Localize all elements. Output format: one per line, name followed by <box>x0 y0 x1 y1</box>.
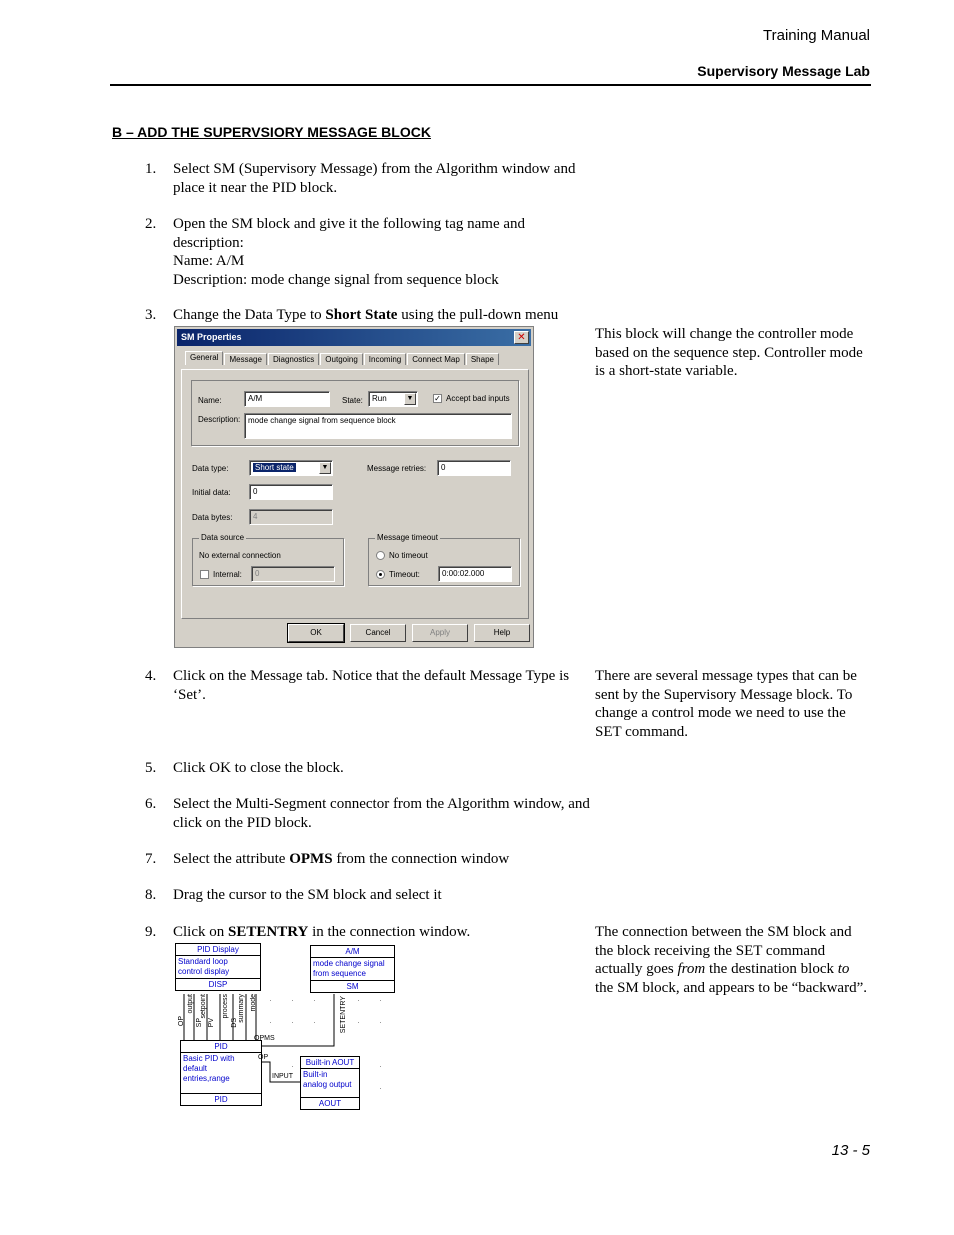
block-type: PID <box>181 1093 261 1105</box>
tab-message[interactable]: Message <box>224 353 266 365</box>
timeout-label: Timeout: <box>389 570 420 579</box>
block-text: entries,range <box>183 1074 230 1083</box>
pin-label: output <box>187 994 194 1014</box>
step-text: Drag the cursor to the SM block and select it <box>173 887 442 903</box>
block-text: default <box>183 1064 208 1073</box>
step-number: 3. <box>145 307 157 323</box>
block-type: SM <box>311 980 394 992</box>
no-timeout-radio[interactable] <box>376 551 385 560</box>
accept-bad-inputs-checkbox[interactable]: ✓ <box>434 394 441 403</box>
internal-field: 0 <box>251 566 335 582</box>
sm-properties-dialog <box>174 326 534 648</box>
setentry-label: SETENTRY <box>340 996 347 1034</box>
no-timeout-label: No timeout <box>389 551 428 560</box>
internal-label: Internal: <box>213 570 242 579</box>
pin-label: process <box>222 994 229 1019</box>
pin-label: OP <box>178 1016 185 1027</box>
name-field[interactable]: A/M <box>244 391 330 407</box>
tab-incoming[interactable]: Incoming <box>364 353 406 365</box>
name-label: Name: <box>198 396 222 405</box>
data-source-title: Data source <box>201 533 245 542</box>
step-number: 7. <box>145 851 157 867</box>
page-number: 13 - 5 <box>831 1142 870 1159</box>
general-tab-panel <box>181 369 529 619</box>
block-text: Basic PID with <box>183 1054 235 1063</box>
step-number: 1. <box>145 161 157 177</box>
pin-label: PV <box>208 1018 215 1028</box>
tab-outgoing[interactable]: Outgoing <box>320 353 362 365</box>
identity-group <box>191 380 519 446</box>
state-label: State: <box>342 396 363 405</box>
step-2 <box>145 215 590 289</box>
step-5 <box>145 759 590 778</box>
side-note-9: The connection between the SM block and the block receiving the SET command actually goes from the destination block to the SM block, and appears to be “backward”. <box>595 924 867 996</box>
connection-diagram <box>174 942 400 1110</box>
step-text: Click on SETENTRY in the connection window. <box>173 924 471 940</box>
pin-label: setpoint <box>200 994 207 1019</box>
block-text: Built-in <box>303 1070 328 1079</box>
message-timeout-title: Message timeout <box>377 533 438 542</box>
step-number: 5. <box>145 760 157 776</box>
step-4 <box>145 667 590 704</box>
step-number: 4. <box>145 668 157 684</box>
tab-general[interactable]: General <box>185 351 223 365</box>
ok-button[interactable]: OK <box>288 624 344 642</box>
block-title: PID <box>181 1041 261 1053</box>
chevron-down-icon[interactable]: ▼ <box>319 462 331 474</box>
pid-display-block[interactable] <box>175 943 261 991</box>
data-source-group <box>192 533 344 586</box>
internal-checkbox[interactable] <box>200 570 209 579</box>
pid-block[interactable] <box>180 1040 262 1106</box>
block-text: analog output <box>303 1080 352 1089</box>
message-retries-label: Message retries: <box>367 464 427 473</box>
tag-name-line: Name: A/M <box>173 253 245 269</box>
section-title: B – ADD THE SUPERVSIORY MESSAGE BLOCK <box>112 124 431 140</box>
block-text: from sequence <box>313 969 366 978</box>
step-number: 6. <box>145 796 157 812</box>
step-text: Select the Multi-Segment connector from the Algorithm window, and click on the PID block. <box>173 796 590 831</box>
data-type-select[interactable]: Short state ▼ <box>249 460 333 476</box>
step-3 <box>145 306 590 325</box>
tab-strip <box>185 353 500 369</box>
initial-data-field[interactable]: 0 <box>249 484 333 500</box>
block-title: PID Display <box>176 944 260 956</box>
step-number: 2. <box>145 216 157 232</box>
step-text: Select the attribute OPMS from the connection window <box>173 851 510 867</box>
pin-label: SP <box>196 1018 203 1028</box>
message-timeout-group <box>368 533 520 586</box>
side-note-3: This block will change the controller mode based on the sequence step. Controller mode is a short-state variable. <box>595 326 863 379</box>
block-text: control display <box>178 967 230 976</box>
message-retries-field[interactable]: 0 <box>437 460 511 476</box>
opms-label: OPMS <box>254 1035 275 1042</box>
close-icon[interactable]: ✕ <box>514 331 529 344</box>
initial-data-label: Initial data: <box>192 488 231 497</box>
no-external-connection-text: No external connection <box>199 551 281 560</box>
accept-bad-inputs-label: Accept bad inputs <box>446 394 510 403</box>
input-label: INPUT <box>272 1073 293 1080</box>
pin-label: summary <box>238 994 245 1023</box>
step-text: Click OK to close the block. <box>173 760 344 776</box>
step-text: Select SM (Supervisory Message) from the Algorithm window and place it near the PID block. <box>173 161 576 196</box>
tab-diagnostics[interactable]: Diagnostics <box>268 353 319 365</box>
step-6 <box>145 795 590 832</box>
step-8 <box>145 886 590 905</box>
tag-description-line: Description: mode change signal from sequence block <box>173 271 499 288</box>
data-bytes-label: Data bytes: <box>192 513 233 522</box>
aout-block[interactable] <box>300 1056 360 1110</box>
description-label: Description: <box>198 415 241 424</box>
apply-button: Apply <box>412 624 468 642</box>
dialog-title: SM Properties <box>181 332 242 342</box>
block-type: DISP <box>176 978 260 990</box>
cancel-button[interactable]: Cancel <box>350 624 406 642</box>
step-9 <box>145 923 590 942</box>
step-7 <box>145 850 590 869</box>
pin-label: mode <box>250 994 257 1012</box>
description-field[interactable]: mode change signal from sequence block <box>244 413 512 439</box>
state-select[interactable]: Run ▼ <box>368 391 418 407</box>
data-bytes-field: 4 <box>249 509 333 525</box>
chevron-down-icon[interactable]: ▼ <box>404 393 416 405</box>
block-title: A/M <box>311 946 394 958</box>
data-type-label: Data type: <box>192 464 229 473</box>
chapter-title: Supervisory Message Lab <box>697 63 870 79</box>
pin-label: DS <box>231 1018 238 1028</box>
op-label: OP <box>258 1054 269 1061</box>
step-number: 9. <box>145 924 157 940</box>
tab-shape[interactable]: Shape <box>466 353 499 365</box>
step-text: Change the Data Type to Short State using the pull-down menu <box>173 307 559 323</box>
step-text: Open the SM block and give it the following tag name and description: <box>173 216 526 251</box>
side-note-4: There are several message types that can be sent by the Supervisory Message block. To change a control mode we need to use the SET command. <box>595 668 857 740</box>
step-text: Click on the Message tab. Notice that the default Message Type is ‘Set’. <box>173 668 570 703</box>
block-title: Built-in AOUT <box>301 1057 359 1069</box>
dialog-title-bar[interactable] <box>177 329 531 346</box>
step-number: 8. <box>145 887 157 903</box>
timeout-field[interactable]: 0:00:02.000 <box>438 566 512 582</box>
block-text: Standard loop <box>178 957 228 966</box>
manual-title: Training Manual <box>763 27 870 44</box>
am-block[interactable] <box>310 945 395 993</box>
timeout-radio[interactable] <box>376 570 385 579</box>
header-rule <box>110 84 871 86</box>
help-button[interactable]: Help <box>474 624 530 642</box>
block-type: AOUT <box>301 1097 359 1109</box>
step-1 <box>145 160 590 197</box>
block-text: mode change signal <box>313 959 385 968</box>
tab-connect-map[interactable]: Connect Map <box>407 353 465 365</box>
